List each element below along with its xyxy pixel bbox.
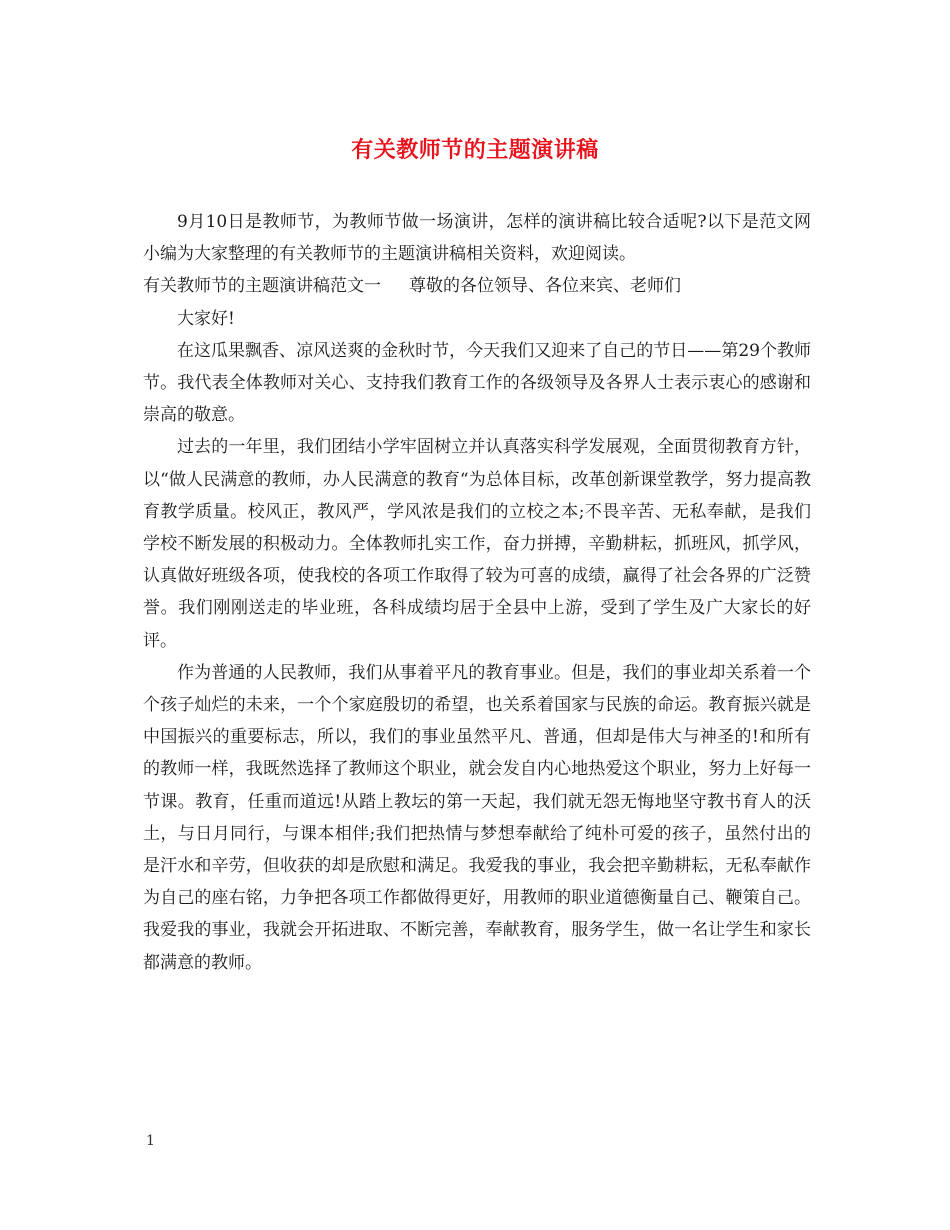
- section-heading: 有关教师节的主题演讲稿范文一: [143, 276, 381, 297]
- body-paragraph: 作为普通的人民教师，我们从事着平凡的教育事业。但是，我们的事业却关系着一个个孩子灿烂的未来，一个个家庭殷切的希望，也关系着国家与民族的命运。教育振兴就是中国振兴的重要标志，所以，我们的事业虽然平凡、普通，但却是伟大与神圣的!和所有的教师一样，我既然选择了教师这个职业，就会发自内心地热爱这个职业，努力上好每一节课。教育，任重而道远!从踏上教坛的第一天起，我们就无怨无悔地坚守教书育人的沃土，与日月同行，与课本相伴;我们把热情与梦想奉献给了纯朴可爱的孩子，虽然付出的是汗水和辛劳，但收获的却是欣慰和满足。我爱我的事业，我会把辛勤耕耘，无私奉献作为自己的座右铭，力争把各项工作都做得更好，用教师的职业道德衡量自己、鞭策自己。我爱我的事业，我就会开拓进取、不断完善，奉献教育，服务学生，做一名让学生和家长都满意的教师。: [143, 662, 811, 973]
- page-number: 1: [146, 1133, 155, 1149]
- document-body: [143, 206, 811, 979]
- body-paragraph: 大家好!: [177, 308, 235, 329]
- document-title: 有关教师节的主题演讲稿: [351, 138, 599, 163]
- salutation: 尊敬的各位领导、各位来宾、老师们: [409, 276, 681, 297]
- section-heading-line: [143, 270, 811, 302]
- body-paragraph: 过去的一年里，我们团结小学牢固树立并认真落实科学发展观，全面贯彻教育方针，以“做人民满意的教师，办人民满意的教育“为总体目标，改革创新课堂教学，努力提高教育教学质量。校风正，教风严，学风浓是我们的立校之本;不畏辛苦、无私奉献，是我们学校不断发展的积极动力。全体教师扎实工作，奋力拼搏，辛勤耕耘，抓班风，抓学风，认真做好班级各项，使我校的各项工作取得了较为可喜的成绩，赢得了社会各界的广泛赞誉。我们刚刚送走的毕业班，各科成绩均居于全县中上游，受到了学生及广大家长的好评。: [143, 437, 811, 651]
- intro-paragraph: 9月10日是教师节，为教师节做一场演讲，怎样的演讲稿比较合适呢?以下是范文网小编为大家整理的有关教师节的主题演讲稿相关资料，欢迎阅读。: [143, 212, 811, 265]
- body-paragraph: 在这瓜果飘香、凉风送爽的金秋时节，今天我们又迎来了自己的节日——第29个教师节。我代表全体教师对关心、支持我们教育工作的各级领导及各界人士表示衷心的感谢和崇高的敬意。: [143, 340, 811, 426]
